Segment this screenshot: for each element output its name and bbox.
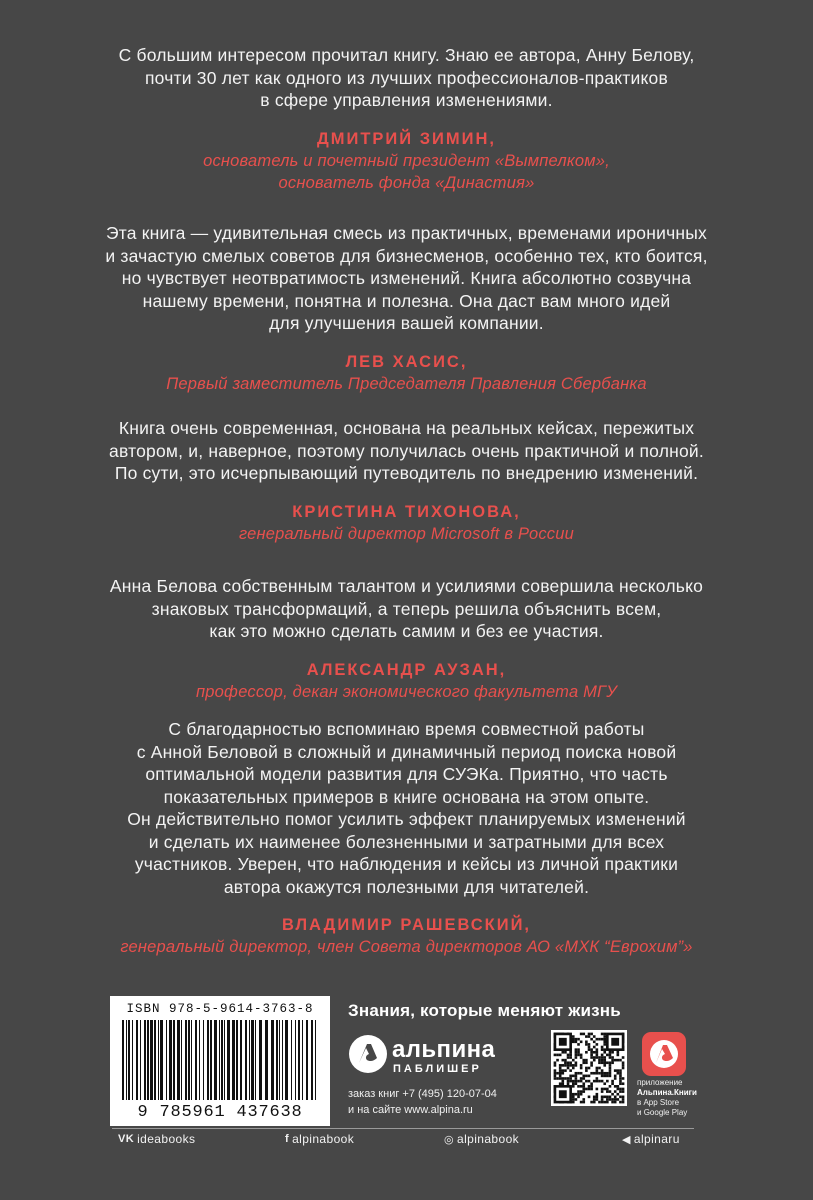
social-facebook	[285, 1132, 354, 1146]
review-author: ВЛАДИМИР РАШЕВСКИЙ,	[281, 916, 532, 934]
alpina-logo-icon	[348, 1034, 388, 1074]
telegram-icon: ◀	[622, 1133, 631, 1146]
review-text-line: Эта книга — удивительная смесь из практичных, временами ироничных	[105, 223, 707, 243]
isbn-barcode	[110, 996, 330, 1126]
review-text-line: С большим интересом прочитал книгу. Знаю ее автора, Анну Белову,	[118, 45, 695, 65]
social-handle: alpinaru	[633, 1132, 680, 1146]
social-handle: ideabooks	[137, 1132, 196, 1146]
review-author-role: Первый заместитель Председателя Правления Сбербанка	[166, 374, 647, 393]
barcode-bars-icon	[122, 1020, 318, 1100]
review-zimin	[0, 44, 813, 194]
review-text-line: нашему времени, понятна и полезна. Она даст вам много идей	[142, 290, 671, 311]
isbn-number: ISBN 978-5-9614-3763-8	[126, 1002, 314, 1016]
app-line: в App Store	[637, 1098, 680, 1107]
facebook-icon: f	[285, 1133, 290, 1145]
review-khasis	[0, 222, 813, 395]
social-vk	[118, 1132, 195, 1146]
app-icon	[642, 1032, 686, 1076]
order-phone: заказ книг +7 (495) 120-07-04	[348, 1088, 497, 1100]
review-author: КРИСТИНА ТИХОНОВА,	[292, 502, 521, 521]
vk-icon: VK	[118, 1133, 135, 1145]
review-author-role: генеральный директор, член Совета директоров АО «МХК “Еврохим”»	[120, 938, 693, 956]
qr-code-icon	[551, 1030, 627, 1106]
review-text-line: По сути, это исчерпывающий путеводитель по внедрению изменений.	[114, 463, 699, 483]
review-text-line: показательных примеров в книге основана на этом опыте.	[163, 786, 650, 807]
review-author-role: основатель и почетный президент «Вымпелком»,	[203, 151, 610, 170]
app-line: приложение	[637, 1078, 683, 1087]
review-text-line: и зачастую смелых советов для бизнесменов, особенно тех, кто боится,	[105, 245, 708, 266]
review-text-line: оптимальной модели развития для СУЭКа. Приятно, что часть	[145, 764, 668, 784]
publisher-subname: ПАБЛИШЕР	[393, 1063, 482, 1075]
review-text-line: для улучшения вашей компании.	[269, 313, 544, 333]
review-author-role: профессор, декан экономического факультета МГУ	[196, 682, 617, 701]
order-info	[348, 1086, 497, 1118]
app-info	[637, 1078, 697, 1118]
review-text-line: но чувствует неотвратимость изменений. Книга абсолютно созвучна	[121, 268, 692, 288]
ean-digits: 9 785961 437638	[137, 1103, 303, 1122]
review-text-line: Анна Белова собственным талантом и усилиями совершила несколько	[109, 576, 704, 596]
review-author-role: основатель фонда «Династия»	[278, 173, 535, 192]
review-text-line: почти 30 лет как одного из лучших профессионалов-практиков	[145, 67, 668, 88]
social-telegram	[622, 1132, 680, 1146]
review-text-line: автора окажутся полезными для читателей.	[223, 876, 590, 897]
review-text-line: как это можно сделать самим и без ее участия.	[209, 621, 604, 641]
review-author: АЛЕКСАНДР АУЗАН,	[306, 660, 507, 679]
app-name: Альпина.Книги	[637, 1088, 697, 1097]
instagram-icon: ◎	[444, 1133, 454, 1146]
social-instagram	[444, 1132, 519, 1146]
review-tikhonova	[0, 417, 813, 545]
review-text-line: автором, и, наверное, поэтому получилась очень практичной и полной.	[109, 440, 704, 461]
review-text-line: и сделать их наименее болезненными и затратными для всех	[148, 831, 665, 852]
review-text-line: Книга очень современная, основана на реальных кейсах, пережитых	[118, 418, 695, 438]
social-handle: alpinabook	[292, 1132, 355, 1146]
review-auzan	[0, 575, 813, 703]
app-line: и Google Play	[637, 1108, 688, 1117]
review-text-line: Он действительно помог усилить эффект планируемых изменений	[127, 809, 686, 829]
review-rashevsky	[0, 718, 813, 958]
order-site: и на сайте www.alpina.ru	[348, 1104, 473, 1116]
review-text-line: с Анной Беловой в сложный и динамичный период поиска новой	[136, 741, 677, 762]
publisher-name: альпина	[392, 1036, 496, 1063]
review-text-line: в сфере управления изменениями.	[260, 90, 553, 110]
publisher-logo	[348, 1034, 508, 1078]
review-author: ДМИТРИЙ ЗИМИН,	[316, 129, 497, 148]
review-text-line: знаковых трансформаций, а теперь решила объяснить всем,	[151, 598, 662, 619]
social-handle: alpinabook	[457, 1132, 520, 1146]
review-text-line: участников. Уверен, что наблюдения и кейсы из личной практики	[134, 854, 679, 874]
review-author: ЛЕВ ХАСИС,	[345, 352, 468, 371]
divider	[112, 1128, 694, 1129]
alpina-app-logo-icon	[642, 1032, 686, 1076]
review-text-line: С благодарностью вспоминаю время совместной работы	[168, 719, 645, 739]
review-author-role: генеральный директор Microsoft в России	[239, 524, 574, 543]
publisher-slogan: Знания, которые меняют жизнь	[348, 1001, 621, 1020]
